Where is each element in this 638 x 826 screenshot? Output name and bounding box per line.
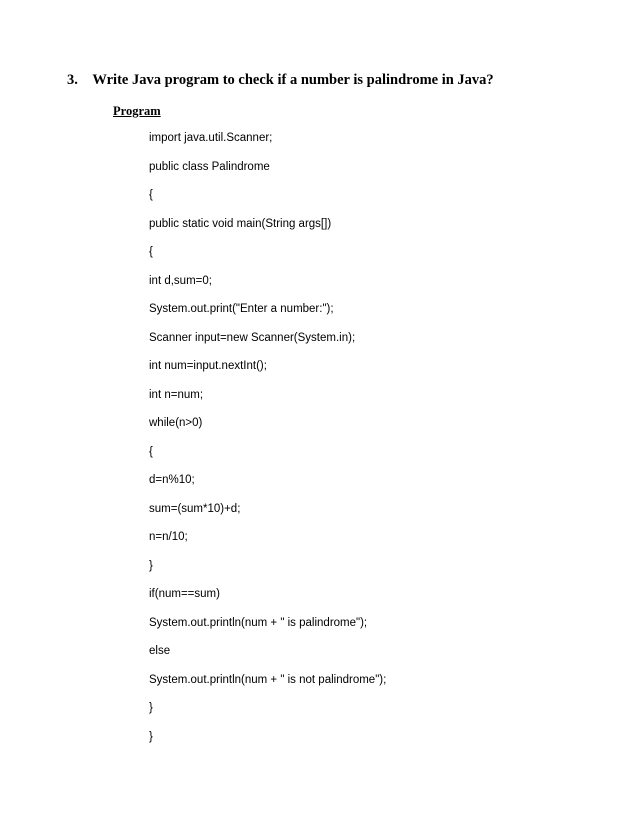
code-line: n=n/10; <box>149 531 188 543</box>
question-heading <box>67 72 494 89</box>
code-line: { <box>149 246 153 258</box>
question-number: 3. <box>67 72 78 88</box>
code-line: while(n>0) <box>149 417 203 429</box>
question-text: Write Java program to check if a number is palindrome in Java? <box>92 72 494 88</box>
code-block <box>149 131 386 758</box>
code-line: sum=(sum*10)+d; <box>149 502 241 515</box>
code-line: { <box>149 189 153 201</box>
code-line: } <box>149 702 153 714</box>
code-line: int n=num; <box>149 388 204 401</box>
code-line: if(num==sum) <box>149 588 220 600</box>
code-line: import java.util.Scanner; <box>149 132 273 144</box>
code-line: System.out.println(num + " is palindrome"); <box>149 616 368 629</box>
code-line: else <box>149 645 171 657</box>
code-line: { <box>149 445 153 458</box>
program-label: Program <box>113 104 161 118</box>
code-line: d=n%10; <box>149 474 195 486</box>
code-line: System.out.println(num + " is not palindrome"); <box>149 673 387 686</box>
code-line: } <box>149 730 153 743</box>
code-line: public static void main(String args[]) <box>149 217 332 230</box>
code-line: int d,sum=0; <box>149 274 212 287</box>
code-line: Scanner input=new Scanner(System.in); <box>149 331 356 344</box>
code-line: } <box>149 559 153 572</box>
code-line: System.out.print("Enter a number:"); <box>149 303 334 315</box>
code-line: int num=input.nextInt(); <box>149 360 267 372</box>
code-line: public class Palindrome <box>149 160 270 173</box>
